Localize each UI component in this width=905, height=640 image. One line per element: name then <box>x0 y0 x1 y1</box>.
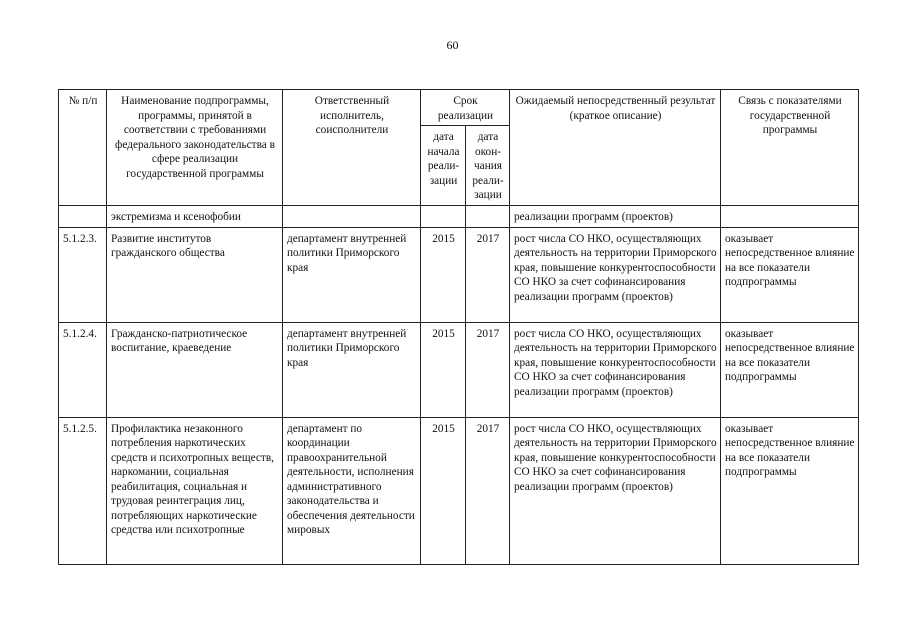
page-number: 60 <box>446 38 459 52</box>
header-link: Связь с показателями государственной программы <box>721 90 859 206</box>
cell-responsible <box>283 205 421 227</box>
header-num: № п/п <box>59 90 107 206</box>
table-row <box>59 322 859 417</box>
header-term-start: дата начала реали- зации <box>421 126 466 206</box>
header-term-end: дата окон- чания реали- зации <box>466 126 510 206</box>
header-term: Срок реализации <box>421 90 510 126</box>
cell-num: 5.1.2.3. <box>59 227 107 322</box>
cell-name: Развитие институтов гражданского общества <box>107 227 283 322</box>
program-table <box>58 89 859 565</box>
cell-result: рост числа СО НКО, осуществляющих деятельность на территории Приморского края, повышение конкурентоспособности СО НКО за счет софинансирования реализации программ (проектов) <box>510 227 721 322</box>
cell-start: 2015 <box>421 322 466 417</box>
cell-result: реализации программ (проектов) <box>510 205 721 227</box>
cell-link: оказывает непосредственное влияние на все показатели подпрограммы <box>721 417 859 564</box>
header-name: Наименование подпрограммы, программы, принятой в соответствии с требованиями федерального законодательства в сфере реализации государственной программы <box>107 90 283 206</box>
header-row <box>59 90 859 126</box>
cell-start <box>421 205 466 227</box>
cell-end: 2017 <box>466 417 510 564</box>
table-row-continuation <box>59 205 859 227</box>
cell-link <box>721 205 859 227</box>
table-row <box>59 417 859 564</box>
cell-name: Профилактика незаконного потребления наркотических средств и психотропных веществ, наркомании, социальная реабилитация, социальная и трудовая реинтеграция лиц, потребляющих наркотические средства или психотропные <box>107 417 283 564</box>
cell-end: 2017 <box>466 322 510 417</box>
header-result: Ожидаемый непосредственный результат (краткое описание) <box>510 90 721 206</box>
cell-name: Гражданско-патриотическое воспитание, краеведение <box>107 322 283 417</box>
cell-num: 5.1.2.4. <box>59 322 107 417</box>
cell-num <box>59 205 107 227</box>
cell-result: рост числа СО НКО, осуществляющих деятельность на территории Приморского края, повышение конкурентоспособности СО НКО за счет софинансирования реализации программ (проектов) <box>510 322 721 417</box>
table-row <box>59 227 859 322</box>
cell-responsible: департамент внутренней политики Приморского края <box>283 322 421 417</box>
header-responsible: Ответственный исполнитель, соисполнители <box>283 90 421 206</box>
cell-responsible: департамент по координации правоохранительной деятельности, исполнения административного законодательства и обеспечения деятельности мировых <box>283 417 421 564</box>
cell-end: 2017 <box>466 227 510 322</box>
cell-num: 5.1.2.5. <box>59 417 107 564</box>
cell-name: экстремизма и ксенофобии <box>107 205 283 227</box>
cell-responsible: департамент внутренней политики Приморского края <box>283 227 421 322</box>
cell-start: 2015 <box>421 417 466 564</box>
cell-start: 2015 <box>421 227 466 322</box>
cell-end <box>466 205 510 227</box>
cell-result: рост числа СО НКО, осуществляющих деятельность на территории Приморского края, повышение конкурентоспособности СО НКО за счет софинансирования реализации программ (проектов) <box>510 417 721 564</box>
cell-link: оказывает непосредственное влияние на все показатели подпрограммы <box>721 227 859 322</box>
cell-link: оказывает непосредственное влияние на все показатели подпрограммы <box>721 322 859 417</box>
